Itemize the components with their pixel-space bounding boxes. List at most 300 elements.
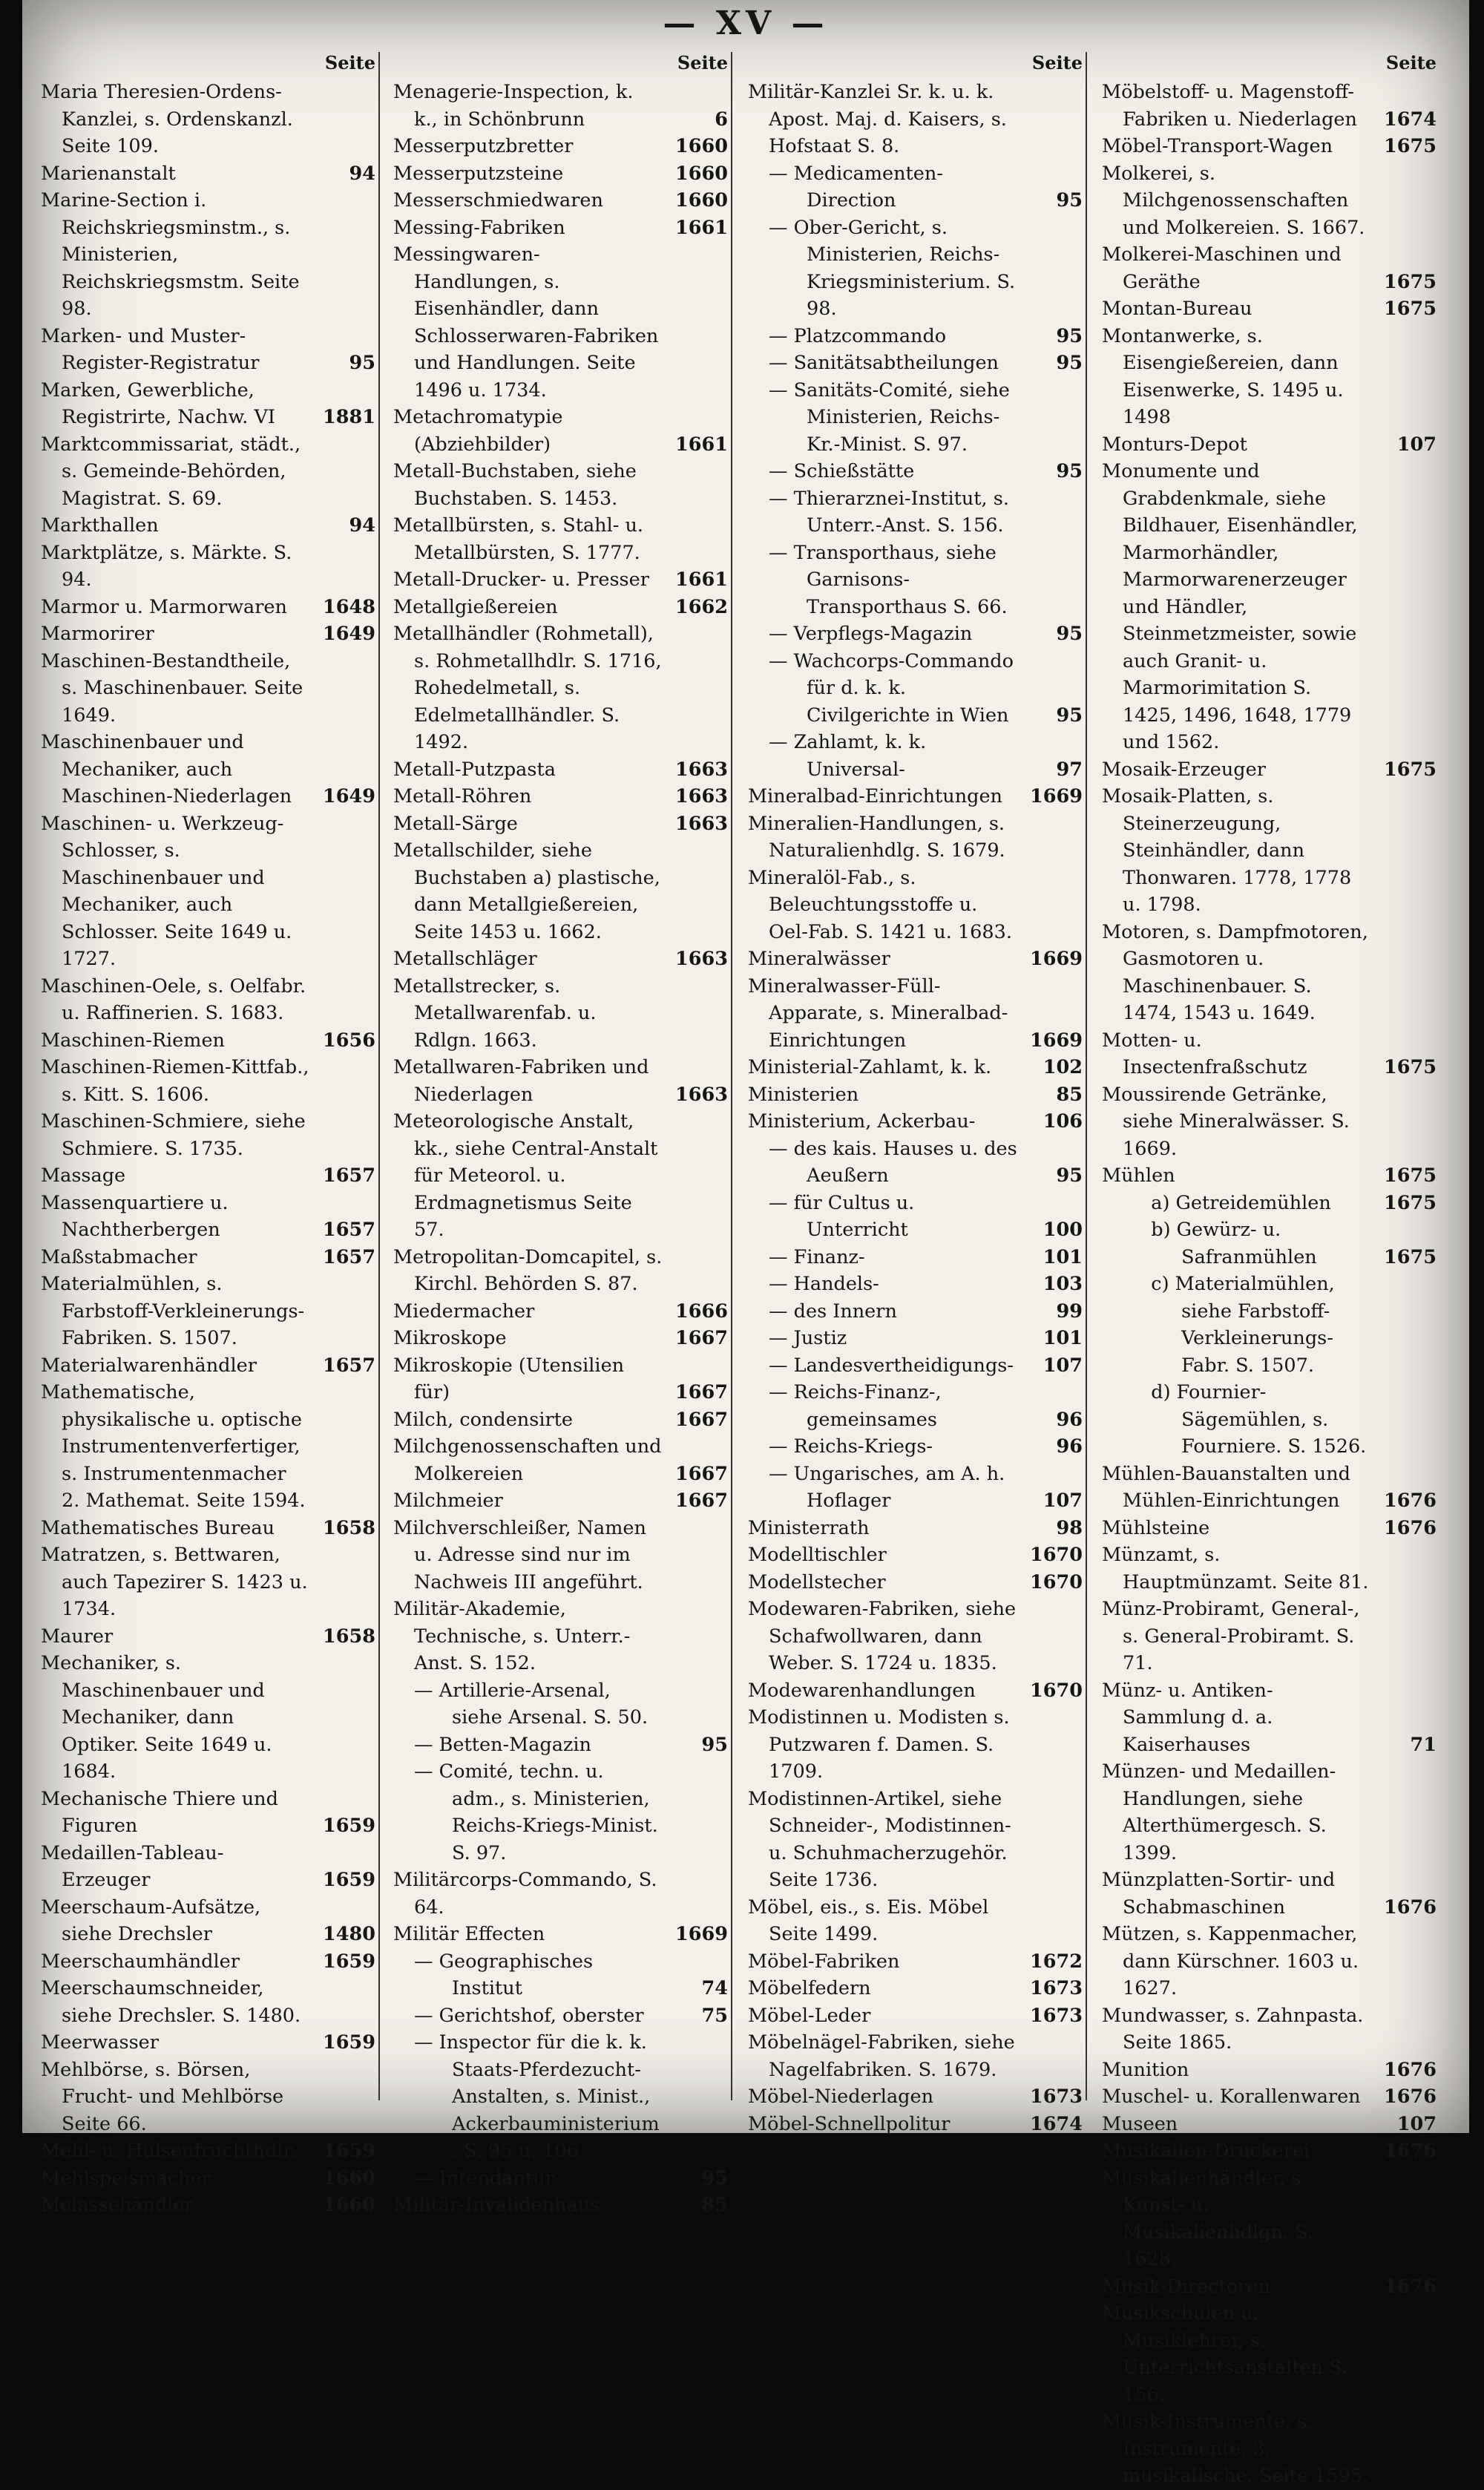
entry-text: Mühlen bbox=[1102, 1164, 1175, 1187]
index-entry bbox=[393, 2029, 731, 2165]
entry-text: Mikroskope bbox=[393, 1327, 507, 1349]
entry-text: Metallschläger bbox=[393, 948, 537, 970]
entry-page-number: 1675 bbox=[1384, 135, 1437, 157]
entry-page-number: 101 bbox=[1043, 1327, 1083, 1349]
entry-page-number: 107 bbox=[1043, 1490, 1083, 1512]
index-entry bbox=[41, 1027, 378, 1055]
column-header-seite: Seite bbox=[677, 52, 728, 73]
index-entry bbox=[1102, 756, 1439, 784]
entry-page-number: 1656 bbox=[323, 1029, 375, 1052]
entry-text: — Ungarisches, am A. h. Hoflager bbox=[769, 1462, 1005, 1512]
entry-text: Ministerrath bbox=[748, 1516, 870, 1539]
entry-text: Mechanische Thiere und Figuren bbox=[41, 1787, 278, 1837]
entry-text: — Betten-Magazin bbox=[414, 1733, 591, 1756]
entry-text: Mineralien-Handlungen, s. Naturalienhdlg. S. 1679. bbox=[748, 812, 1005, 862]
entry-text: Mikroskopie (Utensilien für) bbox=[393, 1354, 625, 1403]
index-entry bbox=[41, 594, 378, 621]
entry-page-number: 107 bbox=[1043, 1354, 1083, 1377]
entry-page-number: 1657 bbox=[323, 1245, 375, 1268]
entry-text: Motten- u. Insectenfraßschutz bbox=[1102, 1029, 1307, 1078]
entry-page-number: 1669 bbox=[675, 1923, 728, 1945]
entry-page-number: 1675 bbox=[1384, 298, 1437, 320]
index-entry bbox=[748, 1704, 1086, 1786]
index-entry bbox=[393, 783, 731, 810]
entry-page-number: 1659 bbox=[323, 1950, 375, 1973]
entry-page-number: 1661 bbox=[675, 216, 728, 239]
index-entry bbox=[41, 1948, 378, 1976]
entry-text: — Inspector für die k. k. Staats-Pferdezucht-Anstalten, s. Minist., Ackerbauministerium. S. 95 u. 106. bbox=[414, 2031, 660, 2162]
entry-text: — Sanitäts-Comité, siehe Ministerien, Reichs-Kr.-Minist. S. 97. bbox=[769, 379, 1010, 456]
entry-text: Muschel- u. Korallenwaren bbox=[1102, 2086, 1361, 2108]
index-entry bbox=[393, 566, 731, 594]
entry-text: Milch, condensirte bbox=[393, 1408, 574, 1431]
index-entry bbox=[1102, 2273, 1439, 2301]
entry-text: — Schießstätte bbox=[769, 460, 915, 482]
entry-page-number: 1675 bbox=[1384, 1191, 1437, 1214]
index-entry bbox=[393, 620, 731, 756]
entry-text: Maschinen-Riemen bbox=[41, 1029, 225, 1052]
entry-text: Messerputzbretter bbox=[393, 135, 574, 157]
entry-text: Maschinen-Bestandtheile, s. Maschinenbauer. Seite 1649. bbox=[41, 649, 303, 727]
index-entry bbox=[41, 540, 378, 594]
index-entry bbox=[1102, 2165, 1439, 2273]
index-entry bbox=[748, 485, 1086, 540]
entry-text: — des Innern bbox=[769, 1300, 897, 1323]
entry-page-number: 1659 bbox=[323, 1869, 375, 1891]
index-entry bbox=[748, 729, 1086, 783]
index-entry bbox=[41, 729, 378, 810]
entry-text: Möbel-Niederlagen bbox=[748, 2086, 934, 2108]
entry-text: Montanwerke, s. Eisengießereien, dann Eisenwerke, S. 1495 u. 1498 bbox=[1102, 324, 1344, 428]
entry-text: Mineralwässer bbox=[748, 948, 890, 970]
entry-page-number: 1660 bbox=[675, 162, 728, 185]
entry-text: Meerwasser bbox=[41, 2031, 159, 2054]
entry-text: Möbel-Transport-Wagen bbox=[1102, 135, 1333, 157]
index-entry bbox=[748, 1786, 1086, 1894]
entry-text: Modistinnen-Artikel, siehe Schneider-, Modistinnen- u. Schuhmacherzugehör. Seite 1736. bbox=[748, 1787, 1011, 1891]
index-entry bbox=[748, 458, 1086, 485]
index-entry bbox=[393, 1515, 731, 1596]
index-entry bbox=[393, 214, 731, 242]
index-entry bbox=[1102, 1461, 1439, 1515]
index-entry bbox=[393, 241, 731, 404]
index-entry bbox=[1102, 1596, 1439, 1677]
entry-text: Ministerien bbox=[748, 1083, 859, 1106]
entry-text: Modewaren-Fabriken, siehe Schafwollwaren, dann Weber. S. 1724 u. 1835. bbox=[748, 1598, 1017, 1674]
entry-text: — des kais. Hauses u. des Aeußern bbox=[769, 1137, 1017, 1187]
index-entry bbox=[393, 837, 731, 946]
index-entry bbox=[41, 1623, 378, 1651]
entry-text: — Wachcorps-Commando für d. k. k. Civilgerichte in Wien bbox=[769, 649, 1014, 727]
index-entry bbox=[748, 1677, 1086, 1705]
index-entry bbox=[41, 1894, 378, 1948]
index-column-3 bbox=[748, 52, 1087, 2135]
entry-text: Möbelnägel-Fabriken, siehe Nagelfabriken. S. 1679. bbox=[748, 2031, 1015, 2081]
entry-text: — Artillerie-Arsenal, siehe Arsenal. S. 50. bbox=[414, 1679, 649, 1729]
entry-text: Marienanstalt bbox=[41, 162, 176, 185]
index-entry bbox=[748, 648, 1086, 730]
entry-text: Messerschmiedwaren bbox=[393, 189, 603, 212]
entry-text: Metall-Putzpasta bbox=[393, 758, 556, 781]
entry-page-number: 1660 bbox=[323, 2166, 375, 2189]
entry-text: Museen bbox=[1102, 2112, 1178, 2135]
index-entry bbox=[41, 2165, 378, 2192]
entry-text: Möbel-Schnellpolitur bbox=[748, 2112, 951, 2135]
entry-text: — Geographisches Institut bbox=[414, 1950, 594, 1999]
index-entry bbox=[1102, 133, 1439, 160]
entry-text: Möbel-Leder bbox=[748, 2004, 871, 2027]
index-entry bbox=[748, 377, 1086, 459]
entry-text: — Comité, techn. u. adm., s. Ministerien, Reichs-Kriegs-Minist. S. 97. bbox=[414, 1760, 658, 1864]
index-entry bbox=[748, 1948, 1086, 1976]
index-entry bbox=[1102, 1162, 1439, 1190]
entry-page-number: 1648 bbox=[323, 595, 375, 618]
entry-text: c) Materialmühlen, siehe Farbstoff-Verkleinerungs-Fabr. S. 1507. bbox=[1151, 1273, 1335, 1377]
entry-text: Militär-Invalidenhaus bbox=[393, 2194, 600, 2216]
entry-page-number: 1663 bbox=[675, 785, 728, 807]
index-entry bbox=[41, 2029, 378, 2057]
index-entry bbox=[393, 1867, 731, 1921]
index-entry bbox=[1102, 431, 1439, 459]
index-entry bbox=[393, 458, 731, 512]
entry-page-number: 75 bbox=[701, 2004, 728, 2027]
entry-text: Möbelfedern bbox=[748, 1977, 871, 1999]
index-entry bbox=[393, 2002, 731, 2030]
entry-page-number: 1669 bbox=[1030, 948, 1083, 970]
entry-page-number: 1676 bbox=[1384, 1490, 1437, 1512]
entry-text: Metropolitan-Domcapitel, s. Kirchl. Behörden S. 87. bbox=[393, 1245, 663, 1295]
index-entry bbox=[1102, 1677, 1439, 1759]
index-entry bbox=[1102, 1081, 1439, 1163]
entry-page-number: 96 bbox=[1056, 1408, 1083, 1431]
index-entry bbox=[393, 1054, 731, 1108]
entry-page-number: 1676 bbox=[1384, 1896, 1437, 1919]
entry-text: Moussirende Getränke, siehe Mineralwässer. S. 1669. bbox=[1102, 1083, 1350, 1160]
entry-page-number: 1658 bbox=[323, 1516, 375, 1539]
entry-text: Mosaik-Erzeuger bbox=[1102, 758, 1266, 781]
entry-text: Maschinen- u. Werkzeug-Schlosser, s. Maschinenbauer und Mechaniker, auch Schlosser. Seite 1649 u. 1727. bbox=[41, 812, 292, 970]
index-entry bbox=[41, 810, 378, 973]
entry-page-number: 1667 bbox=[675, 1327, 728, 1349]
entry-text: d) Fournier-Sägemühlen, s. Fourniere. S. 1526. bbox=[1151, 1381, 1367, 1458]
entry-text: Markthallen bbox=[41, 514, 159, 537]
entry-text: Marine-Section i. Reichskriegsminstm., s. Ministerien, Reichskriegsmstm. Seite 98. bbox=[41, 189, 300, 320]
entry-text: Maschinen-Schmiere, siehe Schmiere. S. 1735. bbox=[41, 1110, 306, 1160]
index-entry bbox=[393, 1325, 731, 1352]
entry-page-number: 95 bbox=[1056, 1164, 1083, 1187]
index-entry bbox=[41, 1352, 378, 1380]
entry-text: Metallgießereien bbox=[393, 595, 558, 618]
index-entry bbox=[41, 1541, 378, 1623]
index-column-2 bbox=[393, 52, 732, 2216]
entry-text: Militärcorps-Commando, S. 64. bbox=[393, 1869, 657, 1919]
index-entry bbox=[748, 783, 1086, 810]
entry-text: Milchmeier bbox=[393, 1490, 503, 1512]
entry-page-number: 1663 bbox=[675, 1083, 728, 1106]
entry-page-number: 1659 bbox=[323, 2031, 375, 2054]
entry-page-number: 1659 bbox=[323, 2140, 375, 2162]
entry-text: Musik-Directoren bbox=[1102, 2275, 1270, 2298]
index-entry bbox=[1102, 1027, 1439, 1081]
entry-page-number: 1480 bbox=[323, 1923, 375, 1945]
entry-text: Messingwaren-Handlungen, s. Eisenhändler, dann Schlosserwaren-Fabriken und Handlungen. Seite 1496 u. 1734. bbox=[393, 243, 659, 402]
index-entry bbox=[41, 620, 378, 648]
index-entry bbox=[393, 946, 731, 973]
index-entry bbox=[41, 512, 378, 540]
entry-text: Möbelstoff- u. Magenstoff-Fabriken u. Niederlagen bbox=[1102, 81, 1357, 131]
index-entry bbox=[748, 1569, 1086, 1596]
entry-text: — für Cultus u. Unterricht bbox=[769, 1191, 915, 1241]
column-header-seite: Seite bbox=[324, 52, 375, 73]
entry-text: Marmor u. Marmorwaren bbox=[41, 595, 287, 618]
entry-page-number: 98 bbox=[1056, 1516, 1083, 1539]
entry-text: Medaillen-Tableau-Erzeuger bbox=[41, 1841, 224, 1891]
index-entry bbox=[41, 2137, 378, 2165]
entry-text: Möbel-Fabriken bbox=[748, 1950, 900, 1973]
entry-text: Massenquartiere u. Nachtherbergen bbox=[41, 1191, 229, 1241]
index-entry bbox=[393, 594, 731, 621]
entry-text: Messerputzsteine bbox=[393, 162, 564, 185]
index-entry bbox=[393, 1352, 731, 1406]
entry-text: — Finanz- bbox=[769, 1245, 865, 1268]
index-entry bbox=[748, 1298, 1086, 1326]
entry-text: Musik-Instrumente, s. Instrumente, 3. musikalische. Seite 1595. bbox=[1102, 2411, 1369, 2487]
index-entry bbox=[1102, 2300, 1439, 2408]
index-entry bbox=[41, 1244, 378, 1271]
entry-page-number: 1675 bbox=[1384, 1164, 1437, 1187]
entry-page-number: 1673 bbox=[1030, 1977, 1083, 1999]
entry-text: Milchgenossenschaften und Molkereien bbox=[393, 1435, 662, 1485]
entry-page-number: 1649 bbox=[323, 785, 375, 807]
index-entry bbox=[748, 540, 1086, 621]
entry-text: Meerschaumhändler bbox=[41, 1950, 240, 1973]
entry-text: Mineralbad-Einrichtungen bbox=[748, 785, 1002, 807]
index-entry bbox=[1102, 2002, 1439, 2057]
entry-page-number: 94 bbox=[349, 162, 375, 185]
entry-text: Monumente und Grabdenkmale, siehe Bildhauer, Eisenhändler, Marmorhändler, Marmorwarenerzeuger und Händler, Steinmetzmeister, sowie auch Granit- u. Marmorimitation S. 1425, 1496, 1648, 1779 und 1562. bbox=[1102, 460, 1358, 753]
index-entry bbox=[1102, 2111, 1439, 2138]
index-entry bbox=[41, 160, 378, 188]
index-entry bbox=[41, 1975, 378, 2029]
entry-text: Metall-Särge bbox=[393, 812, 518, 835]
index-entry bbox=[393, 1948, 731, 2002]
index-entry bbox=[393, 1596, 731, 1677]
entry-text: Münz- u. Antiken-Sammlung d. a. Kaiserhauses bbox=[1102, 1679, 1273, 1756]
entry-text: Metallhändler (Rohmetall), s. Rohmetallhdlr. S. 1716, Rohedelmetall, s. Edelmetallhändler. S. 1492. bbox=[393, 623, 662, 753]
index-entry bbox=[1102, 1271, 1439, 1379]
entry-text: Materialmühlen, s. Farbstoff-Verkleinerungs-Fabriken. S. 1507. bbox=[41, 1273, 305, 1349]
entry-page-number: 1670 bbox=[1030, 1570, 1083, 1593]
entry-text: Metachromatypie (Abziehbilder) bbox=[393, 406, 563, 456]
entry-text: Motoren, s. Dampfmotoren, Gasmotoren u. Maschinenbauer. S. 1474, 1543 u. 1649. bbox=[1102, 920, 1368, 1024]
entry-text: Mühlen-Bauanstalten und Mühlen-Einrichtungen bbox=[1102, 1462, 1350, 1512]
entry-text: Menagerie-Inspection, k. k., in Schönbrunn bbox=[393, 81, 634, 131]
entry-page-number: 101 bbox=[1043, 1245, 1083, 1268]
entry-page-number: 1663 bbox=[675, 948, 728, 970]
entry-text: Marktcommissariat, städt., s. Gemeinde-Behörden, Magistrat. S. 69. bbox=[41, 433, 301, 510]
entry-page-number: 106 bbox=[1043, 1110, 1083, 1133]
entry-page-number: 1676 bbox=[1384, 2058, 1437, 2081]
entry-page-number: 1661 bbox=[675, 433, 728, 456]
entry-page-number: 1649 bbox=[323, 623, 375, 645]
index-entry bbox=[1102, 2057, 1439, 2084]
index-entry bbox=[1102, 783, 1439, 919]
entry-page-number: 94 bbox=[349, 514, 375, 537]
entry-page-number: 95 bbox=[1056, 189, 1083, 212]
index-entry bbox=[41, 1162, 378, 1190]
entry-text: Munition bbox=[1102, 2058, 1189, 2081]
entry-text: Maurer bbox=[41, 1625, 114, 1648]
column-header-seite: Seite bbox=[1385, 52, 1437, 73]
entry-text: Metall-Röhren bbox=[393, 785, 532, 807]
entry-page-number: 107 bbox=[1396, 2112, 1437, 2135]
entry-page-number: 1657 bbox=[323, 1164, 375, 1187]
index-entry bbox=[393, 1433, 731, 1487]
entry-text: Militär Effecten bbox=[393, 1923, 545, 1945]
entry-text: — Sanitätsabtheilungen bbox=[769, 352, 999, 374]
index-entry bbox=[393, 1298, 731, 1326]
index-entry bbox=[41, 187, 378, 323]
index-entry bbox=[393, 2192, 731, 2219]
index-entry bbox=[1102, 241, 1439, 295]
entry-page-number: 95 bbox=[1056, 352, 1083, 374]
entry-page-number: 1676 bbox=[1384, 2140, 1437, 2162]
page-number: — XV — bbox=[663, 4, 829, 42]
index-entry bbox=[1102, 1541, 1439, 1596]
entry-text: Musikschulen u. Musiklehrer, s. Unterrichtsanstalten S. 156. bbox=[1102, 2302, 1347, 2406]
entry-page-number: 1675 bbox=[1384, 1245, 1437, 1268]
index-entry bbox=[748, 160, 1086, 214]
entry-text: Materialwarenhändler bbox=[41, 1354, 257, 1377]
index-entry bbox=[393, 1244, 731, 1298]
entry-text: Mathematisches Bureau bbox=[41, 1516, 275, 1539]
index-entry bbox=[393, 1921, 731, 1948]
entry-page-number: 85 bbox=[1056, 1083, 1083, 1106]
entry-text: Metallbürsten, s. Stahl- u. Metallbürsten, S. 1777. bbox=[393, 514, 644, 564]
entry-page-number: 95 bbox=[701, 2166, 728, 2189]
entry-text: Maschinen-Oele, s. Oelfabr. u. Raffinerien. S. 1683. bbox=[41, 974, 306, 1024]
entry-page-number: 1660 bbox=[675, 189, 728, 212]
entry-page-number: 1669 bbox=[1030, 1029, 1083, 1052]
entry-text: Modelltischler bbox=[748, 1544, 887, 1566]
entry-page-number: 1657 bbox=[323, 1354, 375, 1377]
index-entry bbox=[748, 1054, 1086, 1081]
index-entry bbox=[1102, 295, 1439, 323]
index-entry bbox=[748, 810, 1086, 865]
entry-page-number: 1676 bbox=[1384, 2275, 1437, 2298]
entry-text: — Verpflegs-Magazin bbox=[769, 623, 973, 645]
entry-text: Metall-Drucker- u. Presser bbox=[393, 569, 649, 591]
index-entry bbox=[748, 1325, 1086, 1352]
entries-list bbox=[393, 79, 731, 2219]
index-entry bbox=[748, 1975, 1086, 2002]
entry-text: Molkerei, s. Milchgenossenschaften und Molkereien. S. 1667. bbox=[1102, 162, 1365, 239]
index-entry bbox=[41, 1271, 378, 1352]
entry-text: Maschinenbauer und Mechaniker, auch Maschinen-Niederlagen bbox=[41, 731, 292, 807]
entry-page-number: 1663 bbox=[675, 758, 728, 781]
index-entry bbox=[393, 1677, 731, 1731]
index-entry bbox=[1102, 919, 1439, 1027]
entry-page-number: 1666 bbox=[675, 1300, 728, 1323]
index-entry bbox=[393, 1406, 731, 1434]
entry-page-number: 1675 bbox=[1384, 270, 1437, 293]
entry-page-number: 1881 bbox=[323, 406, 375, 428]
entry-page-number: 96 bbox=[1056, 1435, 1083, 1458]
entry-text: Mosaik-Platten, s. Steinerzeugung, Steinhändler, dann Thonwaren. 1778, 1778 u. 1798. bbox=[1102, 785, 1352, 916]
entry-page-number: 6 bbox=[715, 108, 728, 131]
entry-text: Mathematische, physikalische u. optische Instrumentenverfertiger, s. Instrumentenmacher 2. Mathemat. Seite 1594. bbox=[41, 1381, 306, 1512]
entry-text: Monturs-Depot bbox=[1102, 433, 1247, 456]
entry-text: Marken, Gewerbliche, Registrirte, Nachw. VI bbox=[41, 379, 275, 428]
index-entry bbox=[748, 214, 1086, 323]
index-entry bbox=[748, 1596, 1086, 1677]
entry-text: Mundwasser, s. Zahnpasta. Seite 1865. bbox=[1102, 2004, 1364, 2054]
entry-text: Miedermacher bbox=[393, 1300, 535, 1323]
index-entry bbox=[41, 377, 378, 431]
entry-page-number: 97 bbox=[1056, 758, 1083, 781]
index-entry bbox=[393, 973, 731, 1055]
entry-page-number: 1660 bbox=[675, 135, 728, 157]
entry-page-number: 103 bbox=[1043, 1273, 1083, 1295]
entry-text: Möbel, eis., s. Eis. Möbel Seite 1499. bbox=[748, 1896, 989, 1945]
index-entry bbox=[1102, 1758, 1439, 1867]
entry-text: Mehlbörse, s. Börsen, Frucht- und Mehlbörse Seite 66. bbox=[41, 2058, 284, 2135]
index-entry bbox=[41, 2192, 378, 2219]
entries-list bbox=[1102, 79, 1439, 2490]
entry-text: Münzen- und Medaillen-Handlungen, siehe Alterthümergesch. S. 1399. bbox=[1102, 1760, 1336, 1864]
index-entry bbox=[1102, 160, 1439, 242]
index-entry bbox=[748, 323, 1086, 350]
entry-page-number: 1661 bbox=[675, 569, 728, 591]
index-entry bbox=[41, 973, 378, 1027]
entry-text: — Transporthaus, siehe Garnisons-Transporthaus S. 66. bbox=[769, 541, 1008, 618]
entry-page-number: 95 bbox=[1056, 324, 1083, 347]
entry-text: Ministerium, Ackerbau- bbox=[748, 1110, 976, 1133]
entry-page-number: 1672 bbox=[1030, 1950, 1083, 1973]
entry-text: Maria Theresien-Ordens-Kanzlei, s. Ordenskanzl. Seite 109. bbox=[41, 81, 293, 157]
entry-text: Modewarenhandlungen bbox=[748, 1679, 976, 1702]
index-entry bbox=[748, 1190, 1086, 1244]
entry-text: — Handels- bbox=[769, 1273, 879, 1295]
entry-page-number: 1674 bbox=[1030, 2112, 1083, 2135]
index-entry bbox=[41, 431, 378, 513]
entry-page-number: 71 bbox=[1410, 1733, 1437, 1756]
index-entry bbox=[748, 1244, 1086, 1271]
entry-text: Mineralöl-Fab., s. Beleuchtungsstoffe u. Oel-Fab. S. 1421 u. 1683. bbox=[748, 866, 1012, 943]
entry-page-number: 1657 bbox=[323, 1219, 375, 1241]
index-column-4 bbox=[1102, 52, 1439, 2487]
entry-page-number: 1670 bbox=[1030, 1679, 1083, 1702]
entry-page-number: 99 bbox=[1056, 1300, 1083, 1323]
index-entry bbox=[748, 620, 1086, 648]
entry-page-number: 1676 bbox=[1384, 1516, 1437, 1539]
index-entry bbox=[393, 2165, 731, 2192]
entry-text: Massage bbox=[41, 1164, 126, 1187]
index-entry bbox=[748, 1379, 1086, 1433]
index-entry bbox=[748, 1108, 1086, 1136]
index-entry bbox=[393, 1758, 731, 1867]
index-entry bbox=[748, 1461, 1086, 1515]
entry-text: Melassehändler bbox=[41, 2194, 194, 2216]
entry-text: Mechaniker, s. Maschinenbauer und Mechaniker, dann Optiker. Seite 1649 u. 1684. bbox=[41, 1652, 272, 1783]
entry-text: Militär-Kanzlei Sr. k. u. k. Apost. Maj. d. Kaisers, s. Hofstaat S. 8. bbox=[748, 81, 1007, 157]
index-entry bbox=[748, 946, 1086, 973]
entry-text: Meteorologische Anstalt, kk., siehe Central-Anstalt für Meteorol. u. Erdmagnetismus Seite 57. bbox=[393, 1110, 658, 1241]
entry-page-number: 1670 bbox=[1030, 1544, 1083, 1566]
entry-page-number: 1667 bbox=[675, 1408, 728, 1431]
index-entry bbox=[1102, 79, 1439, 133]
entry-page-number: 1673 bbox=[1030, 2086, 1083, 2108]
